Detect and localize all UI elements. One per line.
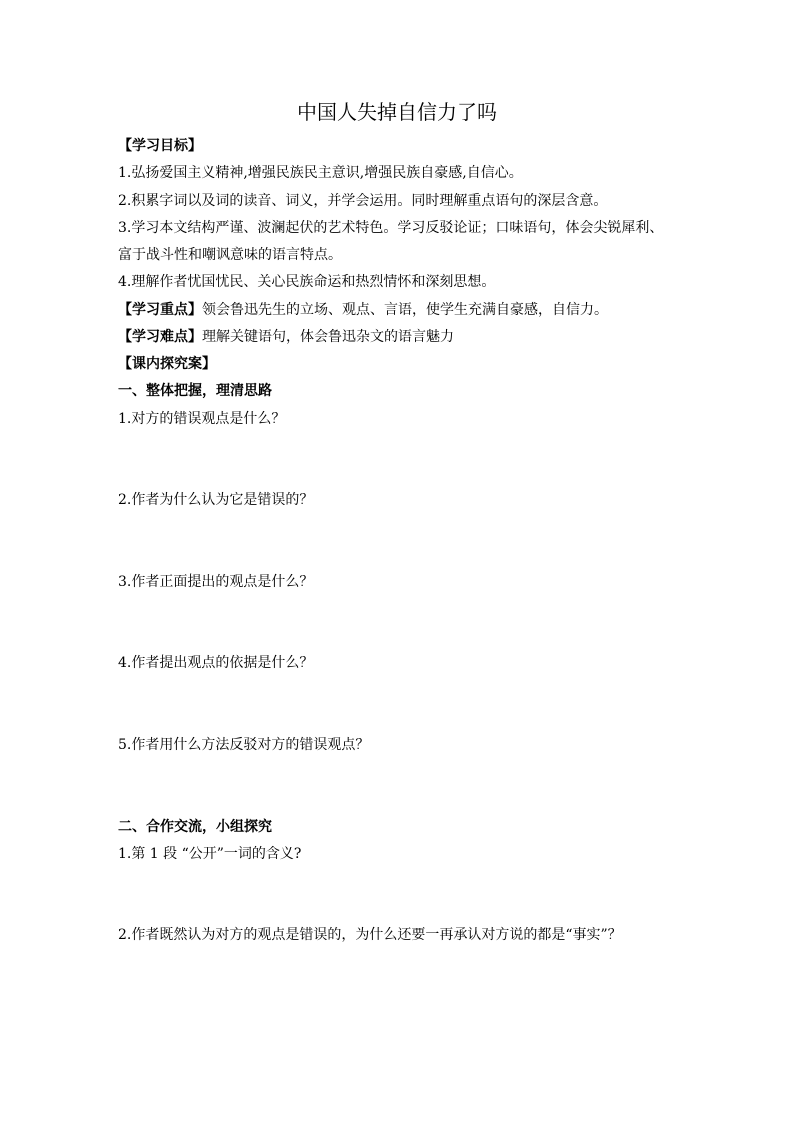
goal-item: 1.弘扬爱国主义精神,增强民族民主意识,增强民族自豪感,自信心。 [118, 165, 523, 181]
goal-item: 3.学习本文结构严谨、波澜起伏的艺术特色。学习反驳论证；口味语句，体会尖锐犀利、 [118, 220, 664, 236]
focus-row [118, 300, 608, 320]
section2-header: 二、合作交流，小组探究 [118, 819, 272, 835]
difficulty-label: 【学习难点】 [118, 329, 202, 345]
document-title: 中国人失掉自信力了吗 [297, 100, 497, 124]
exploration-header: 【课内探究案】 [118, 356, 216, 372]
focus-label: 【学习重点】 [118, 302, 202, 318]
section1-header: 一、整体把握，理清思路 [118, 383, 272, 399]
goal-item-continuation: 富于战斗性和嘲讽意味的语言特点。 [118, 247, 342, 263]
goals-header: 【学习目标】 [118, 138, 202, 154]
section2-question: 1.第 1 段 “公开”一词的含义? [118, 846, 302, 862]
section1-question: 4.作者提出观点的依据是什么？ [118, 655, 314, 671]
section1-question: 2.作者为什么认为它是错误的？ [118, 492, 314, 508]
goal-item: 4.理解作者忧国忧民、关心民族命运和热烈情怀和深刻思想。 [118, 274, 496, 290]
section1-question: 1.对方的错误观点是什么？ [118, 411, 286, 427]
goal-item: 2.积累字词以及词的读音、词义，并学会运用。同时理解重点语句的深层含意。 [118, 193, 608, 209]
difficulty-text: 理解关键语句，体会鲁迅杂文的语言魅力 [202, 329, 454, 345]
difficulty-row [118, 327, 454, 347]
section2-question: 2.作者既然认为对方的观点是错误的，为什么还要一再承认对方说的都是“事实”？ [118, 927, 622, 943]
focus-text: 领会鲁迅先生的立场、观点、言语，使学生充满自豪感，自信力。 [202, 302, 608, 318]
section1-question: 5.作者用什么方法反驳对方的错误观点？ [118, 737, 370, 753]
section1-question: 3.作者正面提出的观点是什么？ [118, 574, 314, 590]
